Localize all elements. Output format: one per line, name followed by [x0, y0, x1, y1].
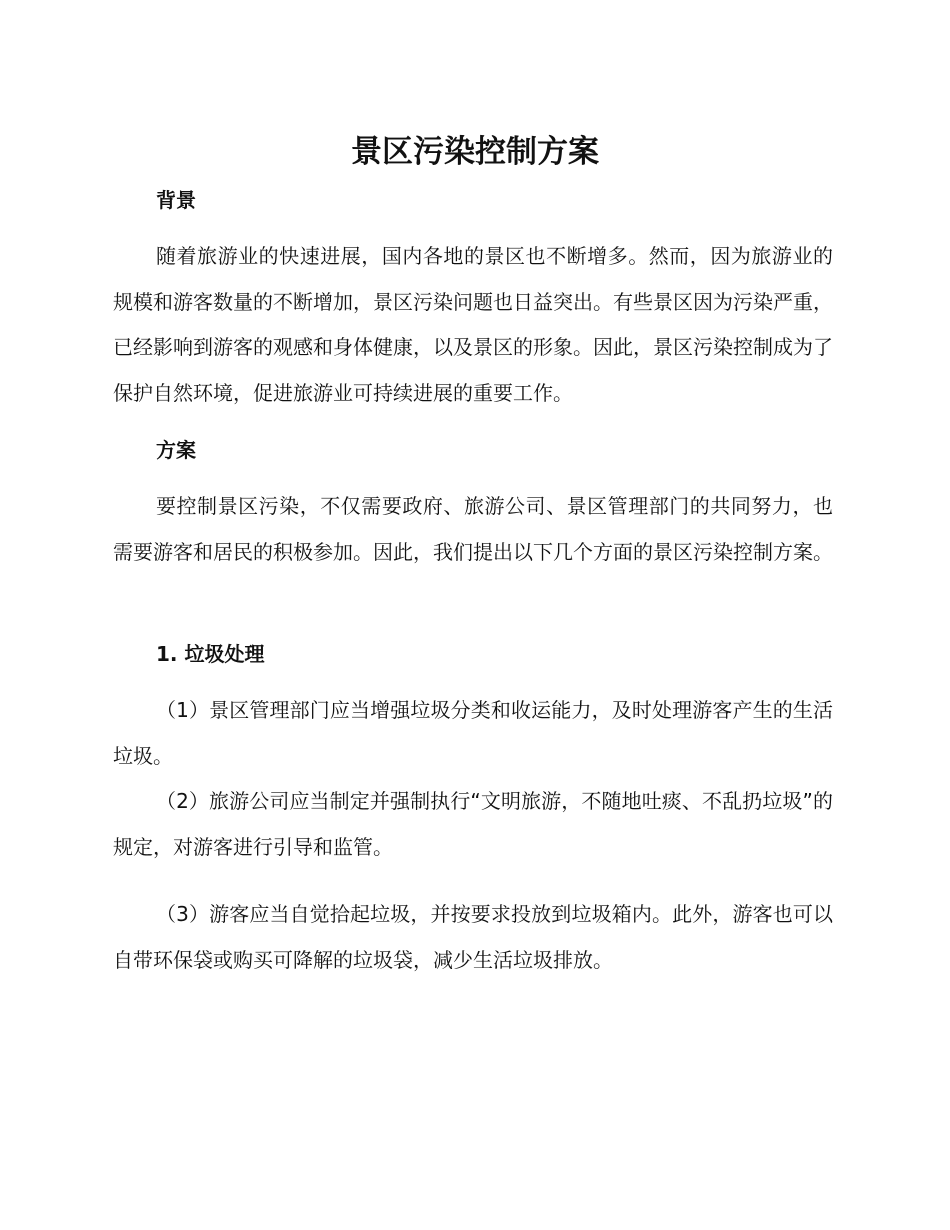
section-heading-background: 背景 [156, 188, 196, 212]
section-heading-plan: 方案 [156, 438, 196, 462]
paragraph-garbage-2: （2）旅游公司应当制定并强制执行“文明旅游，不随地吐痰、不乱扔垃圾”的规定，对游客进行引导和监管。 [113, 789, 833, 859]
paragraph-garbage-3: （3）游客应当自觉拾起垃圾，并按要求投放到垃圾箱内。此外，游客也可以自带环保袋或购买可降解的垃圾袋，减少生活垃圾排放。 [113, 902, 833, 972]
paragraph-background: 随着旅游业的快速进展，国内各地的景区也不断增多。然而，因为旅游业的规模和游客数量的不断增加，景区污染问题也日益突出。有些景区因为污染严重，已经影响到游客的观感和身体健康，以及景区的形象。因此，景区污染控制成为了保护自然环境，促进旅游业可持续进展的重要工作。 [113, 244, 833, 405]
document-title: 景区污染控制方案 [351, 134, 599, 170]
section-heading-garbage: 1. 垃圾处理 [156, 642, 265, 666]
paragraph-plan-intro: 要控制景区污染，不仅需要政府、旅游公司、景区管理部门的共同努力，也需要游客和居民的积极参加。因此，我们提出以下几个方面的景区污染控制方案。 [113, 494, 833, 564]
paragraph-garbage-1: （1）景区管理部门应当增强垃圾分类和收运能力，及时处理游客产生的生活垃圾。 [113, 698, 833, 768]
